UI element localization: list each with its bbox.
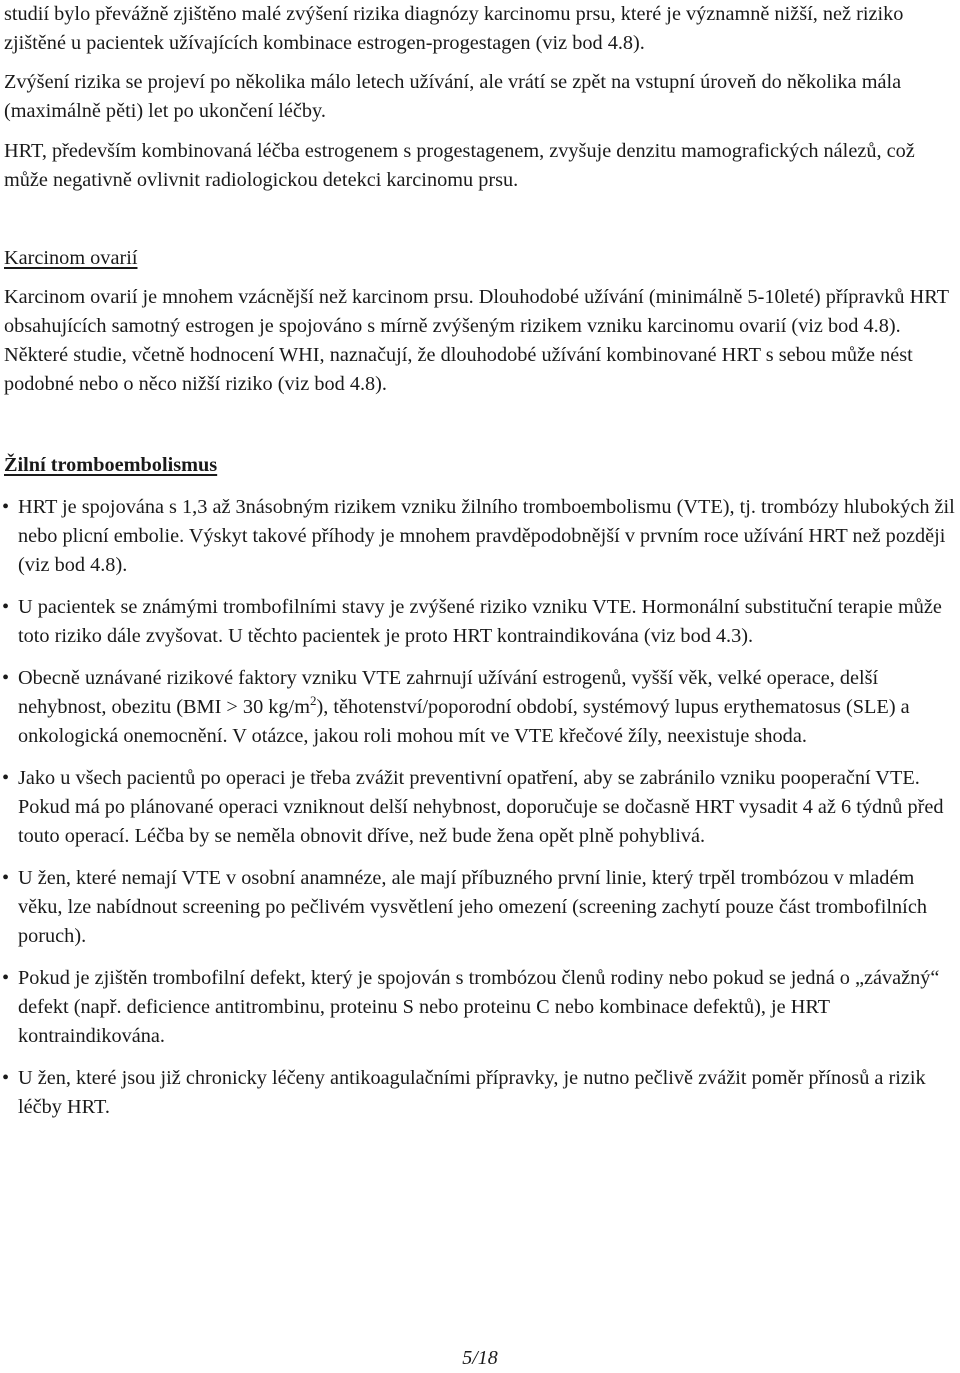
list-item-text-tail: ), těhotenství/poporodní období, systémový lupus erythematosus (SLE) a onkologická onemocnění. V otázce, jakou roli mohou mít ve VTE křečové žíly, neexistuje shoda. [18,696,910,747]
intro-paragraph-2: Zvýšení rizika se projeví po několika málo letech užívání, ale vrátí se zpět na vstupní úroveň do několika mála (maximálně pěti) let po ukončení léčby. [4,71,902,122]
ovary-heading: Karcinom ovarií [4,247,138,269]
list-item [4,664,958,751]
list-item-text: U žen, které nemají VTE v osobní anamnéze, ale mají příbuzného první linie, který trpěl trombózou v mladém věku, lze nabídnout screening po pečlivém vysvětlení jeho omezení (screening zachytí pouze část trombofilních poruch). [18,867,927,947]
list-item-text: U žen, které jsou již chronicky léčeny antikoagulačními přípravky, je nutno pečlivě zvážit poměr přínosů a rizik léčby HRT. [18,1067,926,1118]
ovary-paragraph: Karcinom ovarií je mnohem vzácnější než karcinom prsu. Dlouhodobé užívání (minimálně 5-10leté) přípravků HRT obsahujících samotný estrogen je spojováno s mírně zvýšeným rizikem vzniku karcinomu ovarií (viz bod 4.8). Některé studie, včetně hodnocení WHI, naznačují, že dlouhodobé užívání kombinované HRT s sebou může nést podobné nebo o něco nižší riziko (viz bod 4.8). [4,286,949,395]
vte-heading: Žilní tromboembolismus [4,454,218,476]
superscript: 2 [309,693,317,708]
bullet-icon: • [2,667,10,689]
page-number: 5/18 [462,1347,498,1369]
bullet-icon: • [2,1067,10,1089]
list-item [4,1064,958,1122]
list-item [4,593,958,651]
document-page [4,0,958,1135]
list-item [4,964,958,1051]
intro-paragraph-3: HRT, především kombinovaná léčba estrogenem s progestagenem, zvyšuje denzitu mamografických nálezů, což může negativně ovlivnit radiologickou detekci karcinomu prsu. [4,140,915,191]
list-item [4,864,958,951]
bullet-icon: • [2,496,10,518]
list-item [4,493,958,580]
list-item-text: HRT je spojována s 1,3 až 3násobným rizikem vzniku žilního tromboembolismu (VTE), tj. trombózy hlubokých žil nebo plicní embolie. Výskyt takové příhody je mnohem pravděpodobnější v prvním roce užívání HRT než později (viz bod 4.8). [18,496,955,576]
list-item-text: Obecně uznávané rizikové faktory vzniku VTE zahrnují užívání estrogenů, vyšší věk, velké operace, delší nehybnost, obezitu (BMI > 30 kg/m [18,667,879,718]
list-item-text: Pokud je zjištěn trombofilní defekt, který je spojován s trombózou členů rodiny nebo pokud se jedná o „závažný“ defekt (např. deficience antitrombinu, proteinu S nebo proteinu C nebo kombinace defektů), je HRT kontraindikována. [18,967,940,1047]
list-item-text: U pacientek se známými trombofilními stavy je zvýšené riziko vzniku VTE. Hormonální substituční terapie může toto riziko dále zvyšovat. U těchto pacientek je proto HRT kontraindikována (viz bod 4.3). [18,596,942,647]
bullet-icon: • [2,767,10,789]
vte-bullet-list [4,493,958,1122]
intro-paragraph-1: studií bylo převážně zjištěno malé zvýšení rizika diagnózy karcinomu prsu, které je významně nižší, než riziko zjištěné u pacientek užívajících kombinace estrogen-progestagen (viz bod 4.8). [4,3,904,54]
bullet-icon: • [2,596,10,618]
bullet-icon: • [2,867,10,889]
bullet-icon: • [2,967,10,989]
list-item [4,764,958,851]
list-item-text: Jako u všech pacientů po operaci je třeba zvážit preventivní opatření, aby se zabránilo vzniku pooperační VTE. Pokud má po plánované operaci vzniknout delší nehybnost, doporučuje se dočasně HRT vysadit 4 až 6 týdnů před touto operací. Léčba by se neměla obnovit dříve, než bude žena opět plně pohyblivá. [18,767,944,847]
